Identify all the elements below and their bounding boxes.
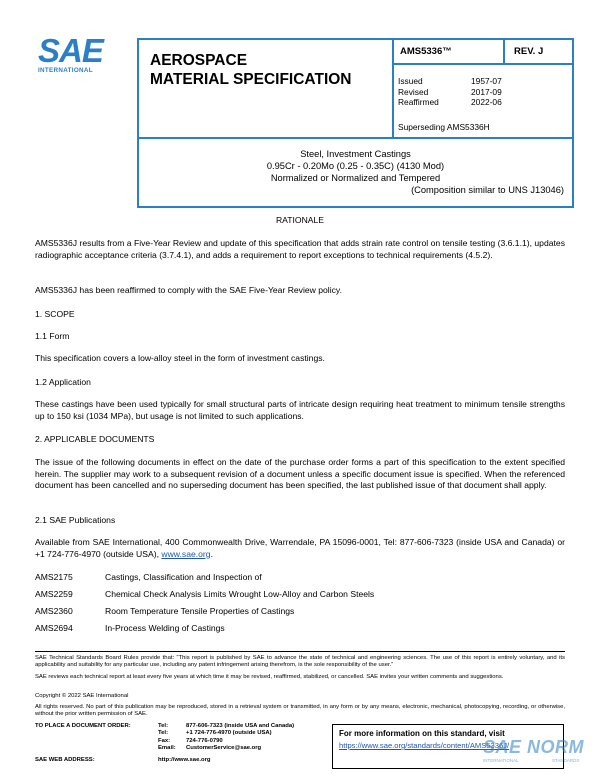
doc-title: Room Temperature Tensile Properties of Castings — [105, 606, 295, 616]
section-2-1-end: . — [210, 548, 213, 559]
watermark-left: INTERNATIONAL — [483, 758, 519, 763]
section-2-1-body: Available from SAE International, 400 Commonwealth Drive, Warrendale, PA 15096-0001, Tel: 877-606-7323 (inside USA and Canada) or +1 724-776-4970 (outside USA), — [35, 537, 565, 559]
document-list — [35, 572, 374, 640]
date-value: 2022-06 — [471, 97, 502, 107]
contact-value: CustomerService@sae.org — [186, 744, 262, 751]
subject-line3: Normalized or Normalized and Tempered — [270, 173, 441, 183]
web-label: SAE WEB ADDRESS: — [35, 757, 95, 763]
rationale-para1: AMS5336J results from a Five-Year Review and update of this specification that adds strain rate control on tensile testing (3.6.1.1), updates radiographic acceptance criteria (3.7.4.1), and adds a requirement to report exceptions to technical requirements (4.5.2). — [35, 238, 565, 260]
more-info-text: For more information on this standard, visit — [339, 729, 505, 738]
spec-row-divider — [392, 63, 574, 65]
subject-line4: (Composition similar to UNS J13046) — [411, 185, 564, 195]
doc-title-line1: AEROSPACE — [150, 52, 248, 69]
date-label: Issued — [398, 76, 423, 86]
doc-title: Castings, Classification and Inspection of — [105, 572, 262, 582]
rev-divider — [503, 40, 505, 64]
order-label: TO PLACE A DOCUMENT ORDER: — [35, 723, 131, 729]
date-value: 2017-09 — [471, 86, 502, 97]
contact-label: Tel: — [158, 723, 169, 729]
list-item — [35, 572, 374, 589]
more-info-link[interactable]: https://www.sae.org/standards/content/AMS5336J/ — [339, 741, 510, 750]
web-value[interactable]: http://www.sae.org — [158, 757, 211, 763]
date-label: Revised — [398, 86, 429, 97]
header-box — [137, 38, 574, 208]
list-item — [35, 589, 374, 606]
doc-id: AMS2175 — [35, 572, 73, 582]
superseding: Superseding AMS5336H — [398, 122, 490, 132]
contact-label: Fax: — [158, 737, 171, 744]
footer-review: SAE reviews each technical report at least every five years at which time it may be revised, reaffirmed, stabilized, or cancelled. SAE invites your written comments and suggestions. — [35, 674, 504, 680]
list-item — [35, 606, 374, 623]
logo-brand: SAE — [38, 32, 103, 69]
contact-value: 724-776-0790 — [186, 737, 223, 744]
section-2-text: The issue of the following documents in effect on the date of the purchase order forms a part of this specification to the extent specified herein. The supplier may work to a subsequent revision of a document unless a specific document issue is specified. When the referenced document has been cancelled and no superseding document has been specified, the last published issue of that document shall apply. — [35, 457, 565, 490]
sae-logo — [38, 32, 122, 74]
header-divider-v — [392, 40, 394, 138]
contact-value: 877-606-7323 (inside USA and Canada) — [186, 723, 295, 729]
doc-title: Chemical Check Analysis Limits Wrought Low-Alloy and Carbon Steels — [105, 589, 375, 599]
watermark-right: STANDARDS — [552, 758, 580, 763]
section-1-heading: 1. SCOPE — [35, 309, 75, 319]
watermark-main: SAE NORM — [483, 737, 585, 757]
sae-website-link[interactable]: www.sae.org — [161, 548, 211, 559]
section-2-heading: 2. APPLICABLE DOCUMENTS — [35, 434, 155, 444]
subject-line2: 0.95Cr - 0.20Mo (0.25 - 0.35C) (4130 Mod) — [266, 161, 445, 171]
section-1-1-text: This specification covers a low-alloy steel in the form of investment castings. — [35, 353, 325, 363]
date-label: Reaffirmed — [398, 97, 439, 107]
subject-divider — [139, 137, 574, 139]
logo-sub: INTERNATIONAL — [38, 67, 93, 74]
subject-line1: Steel, Investment Castings — [300, 149, 411, 159]
doc-id: AMS2360 — [35, 606, 73, 616]
footer-copyright: Copyright © 2022 SAE International — [35, 693, 129, 699]
spec-number: AMS5336™ — [400, 46, 452, 57]
section-2-1-heading: 2.1 SAE Publications — [35, 515, 116, 525]
doc-id: AMS2694 — [35, 623, 73, 633]
rationale-heading: RATIONALE — [275, 215, 325, 225]
contact-value: +1 724-776-4970 (outside USA) — [186, 730, 272, 737]
doc-id: AMS2259 — [35, 589, 73, 599]
date-value: 1957-07 — [471, 76, 502, 86]
contact-label: Tel: — [158, 730, 169, 737]
section-1-1-heading: 1.1 Form — [35, 331, 70, 341]
section-1-2-heading: 1.2 Application — [35, 377, 91, 387]
contact-label: Email: — [158, 744, 176, 751]
section-2-1-text — [35, 537, 565, 560]
contact-table — [158, 723, 294, 752]
date-table — [398, 76, 502, 108]
doc-title-line2: MATERIAL SPECIFICATION — [150, 71, 352, 88]
rationale-para2: AMS5336J has been reaffirmed to comply with the SAE Five-Year Review policy. — [35, 285, 342, 295]
footer-rule — [35, 651, 565, 652]
footer-rules: SAE Technical Standards Board Rules provide that: “This report is published by SAE to advance the state of technical and engineering sciences. The use of this report is entirely voluntary, and its applicability and suitability for any particular use, including any patent infringement arising therefrom, is the sole responsibility of the user.” — [35, 655, 565, 669]
section-1-2-text: These castings have been used typically for small structural parts of intricate design requiring heat treatment to minimum tensile strengths up to 150 ksi (1034 MPa), but usage is not limited to such applications. — [35, 399, 565, 421]
list-item — [35, 623, 374, 640]
revision: REV. J — [514, 46, 544, 57]
doc-title: In-Process Welding of Castings — [105, 623, 225, 633]
footer-rights: All rights reserved. No part of this publication may be reproduced, stored in a retrieval system or transmitted, in any form or by any means, electronic, mechanical, photocopying, recording, or otherwise, without the prior written permission of SAE. — [35, 704, 565, 718]
